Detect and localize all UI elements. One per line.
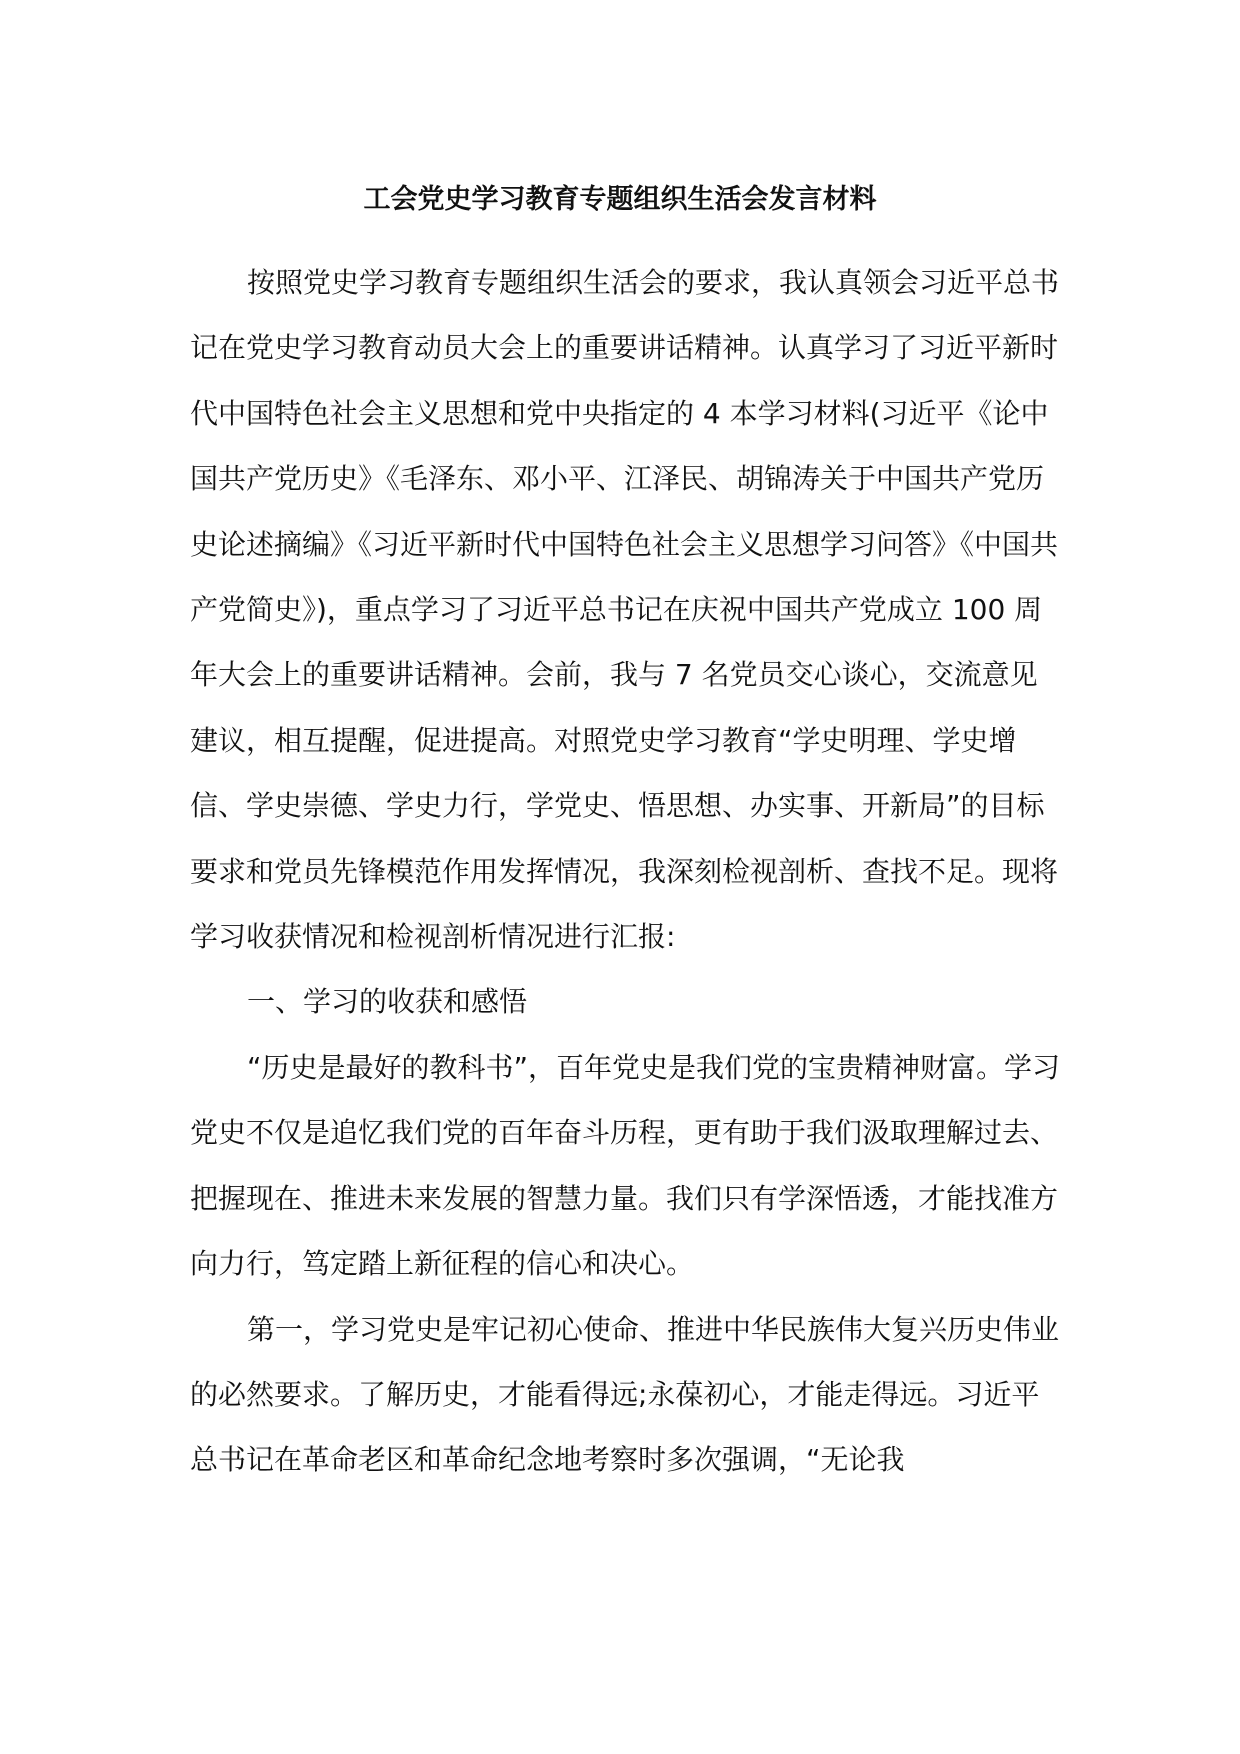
document-title: 工会党史学习教育专题组织生活会发言材料 <box>363 184 877 215</box>
document-body <box>190 250 1060 1493</box>
paragraph-intro: 按照党史学习教育专题组织生活会的要求，我认真领会习近平总书记在党史学习教育动员大会上的重要讲话精神。认真学习了习近平新时代中国特色社会主义思想和党中央指定的 4 本学习材料(习近平《论中国共产党历史》《毛泽东、邓小平、江泽民、胡锦涛关于中国共产党历史论述摘编》《习近平新时代中国特色社会主义思想学习问答》《中国共产党简史》)，重点学习了习近平总书记在庆祝中国共产党成立 100 周年大会上的重要讲话精神。会前，我与 7 名党员交心谈心，交流意见建议，相互提醒，促进提高。对照党史学习教育“学史明理、学史增信、学史崇德、学史力行，学党史、悟思想、办实事、开新局”的目标要求和党员先锋模范作用发挥情况，我深刻检视剖析、查找不足。现将学习收获情况和检视剖析情况进行汇报: <box>190 266 1060 954</box>
section-heading: 一、学习的收获和感悟 <box>247 985 528 1019</box>
paragraph-first-point: 第一，学习党史是牢记初心使命、推进中华民族伟大复兴历史伟业的必然要求。了解历史，才能看得远;永葆初心，才能走得远。习近平总书记在革命老区和革命纪念地考察时多次强调，“无论我 <box>190 1312 1060 1477</box>
paragraph-history: “历史是最好的教科书”，百年党史是我们党的宝贵精神财富。学习党史不仅是追忆我们党的百年奋斗历程，更有助于我们汲取理解过去、把握现在、推进未来发展的智慧力量。我们只有学深悟透，才能找准方向力行，笃定踏上新征程的信心和决心。 <box>190 1050 1061 1281</box>
